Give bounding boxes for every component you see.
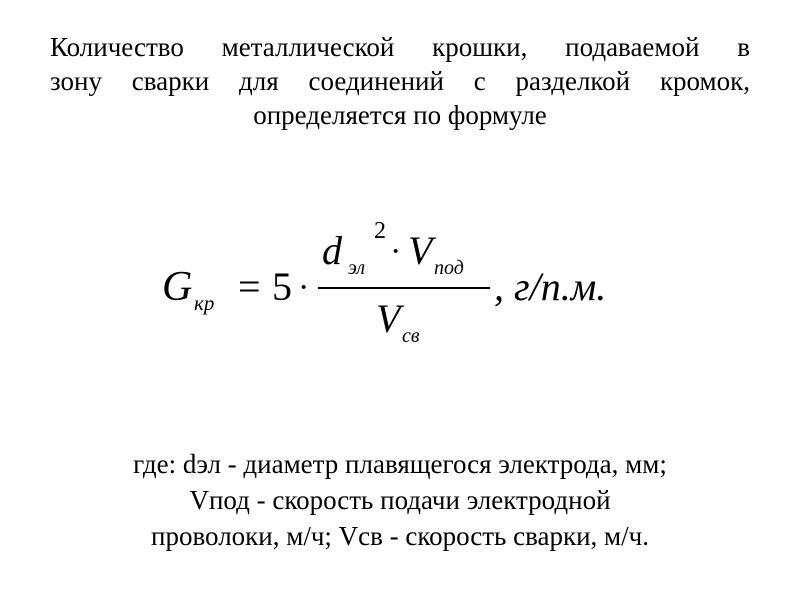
intro-line-3: определяется по формуле	[253, 100, 547, 130]
formula-num-d: d	[322, 228, 342, 273]
intro-line-2: зону сварки для соединений с разделкой кромок,	[50, 66, 750, 96]
formula-num-v: V	[408, 228, 433, 273]
intro-paragraph	[50, 30, 750, 132]
formula-num-v-subscript: под	[434, 257, 464, 279]
formula-lhs-symbol: G	[162, 264, 193, 310]
formula-coefficient: 5	[272, 264, 292, 309]
legend-line-2: Vпод - скорость подачи электродной	[189, 485, 611, 515]
formula	[150, 212, 650, 352]
intro-line-1: Количество металлической крошки, подаваемой в	[50, 32, 750, 62]
formula-equals-sign: =	[238, 264, 261, 309]
formula-multiply-dot: ·	[298, 269, 310, 306]
legend-line-1: где: dэл - диаметр плавящегося электрода, мм;	[133, 449, 667, 479]
legend-paragraph	[60, 446, 740, 554]
formula-svg	[150, 212, 650, 352]
formula-num-dot: ·	[390, 233, 402, 270]
legend-line-3: проволоки, м/ч; Vсв - скорость сварки, м/ч.	[151, 521, 649, 551]
formula-lhs-subscript: кр	[194, 291, 215, 315]
formula-den-v-subscript: св	[402, 325, 420, 347]
formula-num-d-subscript: эл	[348, 257, 366, 279]
formula-num-d-exponent: 2	[374, 218, 386, 244]
formula-den-v: V	[376, 296, 401, 341]
formula-units: , г/п.м.	[494, 264, 607, 309]
